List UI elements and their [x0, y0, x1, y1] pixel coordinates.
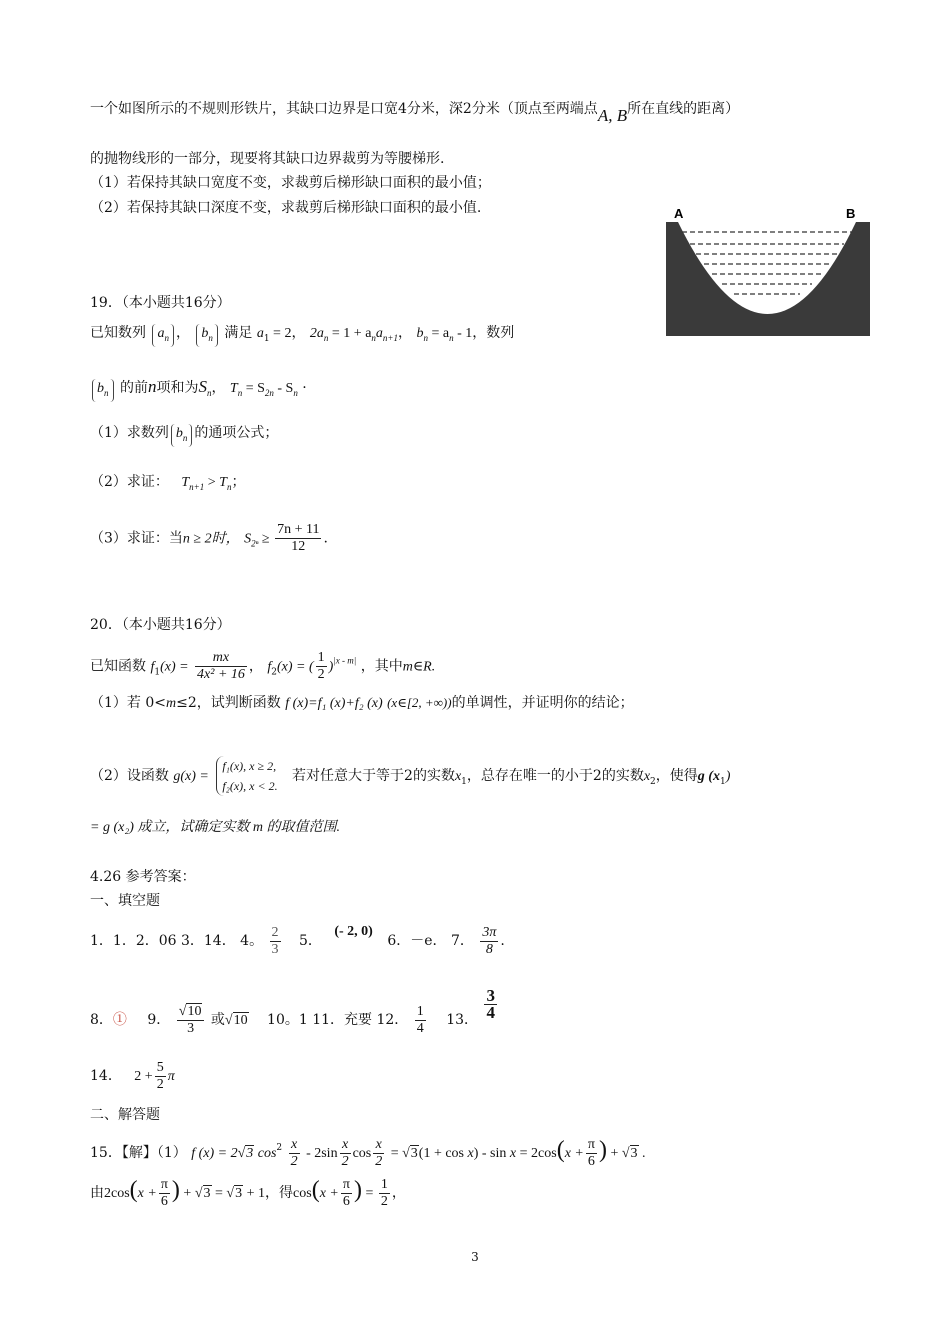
p19-question-2: （2）求证： $T_{n+1} > T_n$；	[90, 474, 246, 492]
piecewise-cases: f₁(x), x ≥ 2, f₂(x), x < 2.	[216, 756, 277, 796]
p19-line1: 已知数列 $a_n$ ， $b_n$ 满足 $a_1 = 2$， $2a_n = 1 + a_na_{n+1}$， $b_n = a_n - 1$，数列	[90, 324, 514, 348]
answers-section-2: 二、解答题	[90, 1107, 160, 1123]
p18-line2: 的抛物线形的一部分，现要将其缺口边界裁剪为等腰梯形.	[90, 151, 445, 167]
answers-row-2: 8．① 9． $\frac{√10}{3}$ 或√10 10。1 11．充要 12． $\frac{1}{4}$ 13． $\frac{3}{4}$	[90, 986, 495, 1036]
p18-question-2: （2）若保持其缺口深度不变，求裁剪后梯形缺口面积的最小值.	[90, 200, 482, 216]
p19-header: 19．（本小题共16分）	[90, 295, 231, 311]
p19-line2: $b_n$ 的前n项和为$S_n$， $T_n = S_{2n} - S_n$ ·	[90, 378, 307, 402]
answers-title: 4.26 参考答案：	[90, 869, 196, 885]
p20-line2: = g (x₂) 成立，试确定实数 m 的取值范围.	[90, 820, 340, 835]
point-b-label: B	[846, 206, 856, 221]
p20-header: 20．（本小题共16分）	[90, 617, 231, 633]
p20-line1: 已知函数 $f_1(x)$ = $\frac{mx}{\text{4x² + 16}}$ ， $f_2(x)$ = ( $\frac{1}{2}$ )$^{|x - m|}$ ，其中m∈R.	[90, 650, 436, 682]
p18-line1: 一个如图所示的不规则形铁片，其缺口边界是口宽4分米，深2分米（顶点至两端点A, B所在直线的距离）	[90, 101, 740, 125]
solution-15-line2: 由2cos(x + $\frac{\pi}{6}$ ) + √3 = √3 + 1，得cos(x + $\frac{\pi}{6}$ ) = $\frac{1}{2}$ ，	[90, 1176, 406, 1209]
p20-question-2: （2）设函数 g(x) = f₁(x), x ≥ 2, f₂(x), x < 2. 若对任意大于等于2的实数$x_1$，总存在唯一的小于2的实数$x_2$，使得g $(x_1)$	[90, 756, 730, 796]
parabola-notch-figure	[660, 206, 872, 338]
answers-section-1: 一、填空题	[90, 893, 160, 909]
page-number: 3	[471, 1250, 479, 1264]
p20-question-1: （1）若 0<m≤2，试判断函数 f (x)=f₁ (x)+f₂ (x) (x∈[2, +∞))的单调性，并证明你的结论；	[90, 695, 634, 711]
p19-question-3: （3）求证：当n ≥ 2时， $S_{2^n}$ ≥ $\frac{7n + 11}{12}$ .	[90, 522, 328, 554]
p19-question-1: （1）求数列 $b_n$ 的通项公式；	[90, 424, 278, 447]
p18-question-1: （1）若保持其缺口宽度不变，求裁剪后梯形缺口面积的最小值；	[90, 175, 491, 191]
solution-15-line1: 15．【解】（1） f (x) = 2√3 $\cos^2$ $\frac{x}{2}$ - 2sin $\frac{x}{2}$ cos $\frac{x}{2}$ = √3(1 + cos x) - sin x = 2cos(x + $\frac{\pi}{6}$ ) + √3 .	[90, 1136, 646, 1169]
answers-row-3: 14． 2 + $\frac{5}{2}$ π	[90, 1059, 175, 1092]
answers-row-1: 1．1．2．06 3．14． 4。 $\frac{2}{3}$ 5． (- 2, 0) 6．－e． 7． $\frac{3\pi}{8}$ .	[90, 924, 505, 957]
point-a-label: A	[674, 206, 684, 221]
